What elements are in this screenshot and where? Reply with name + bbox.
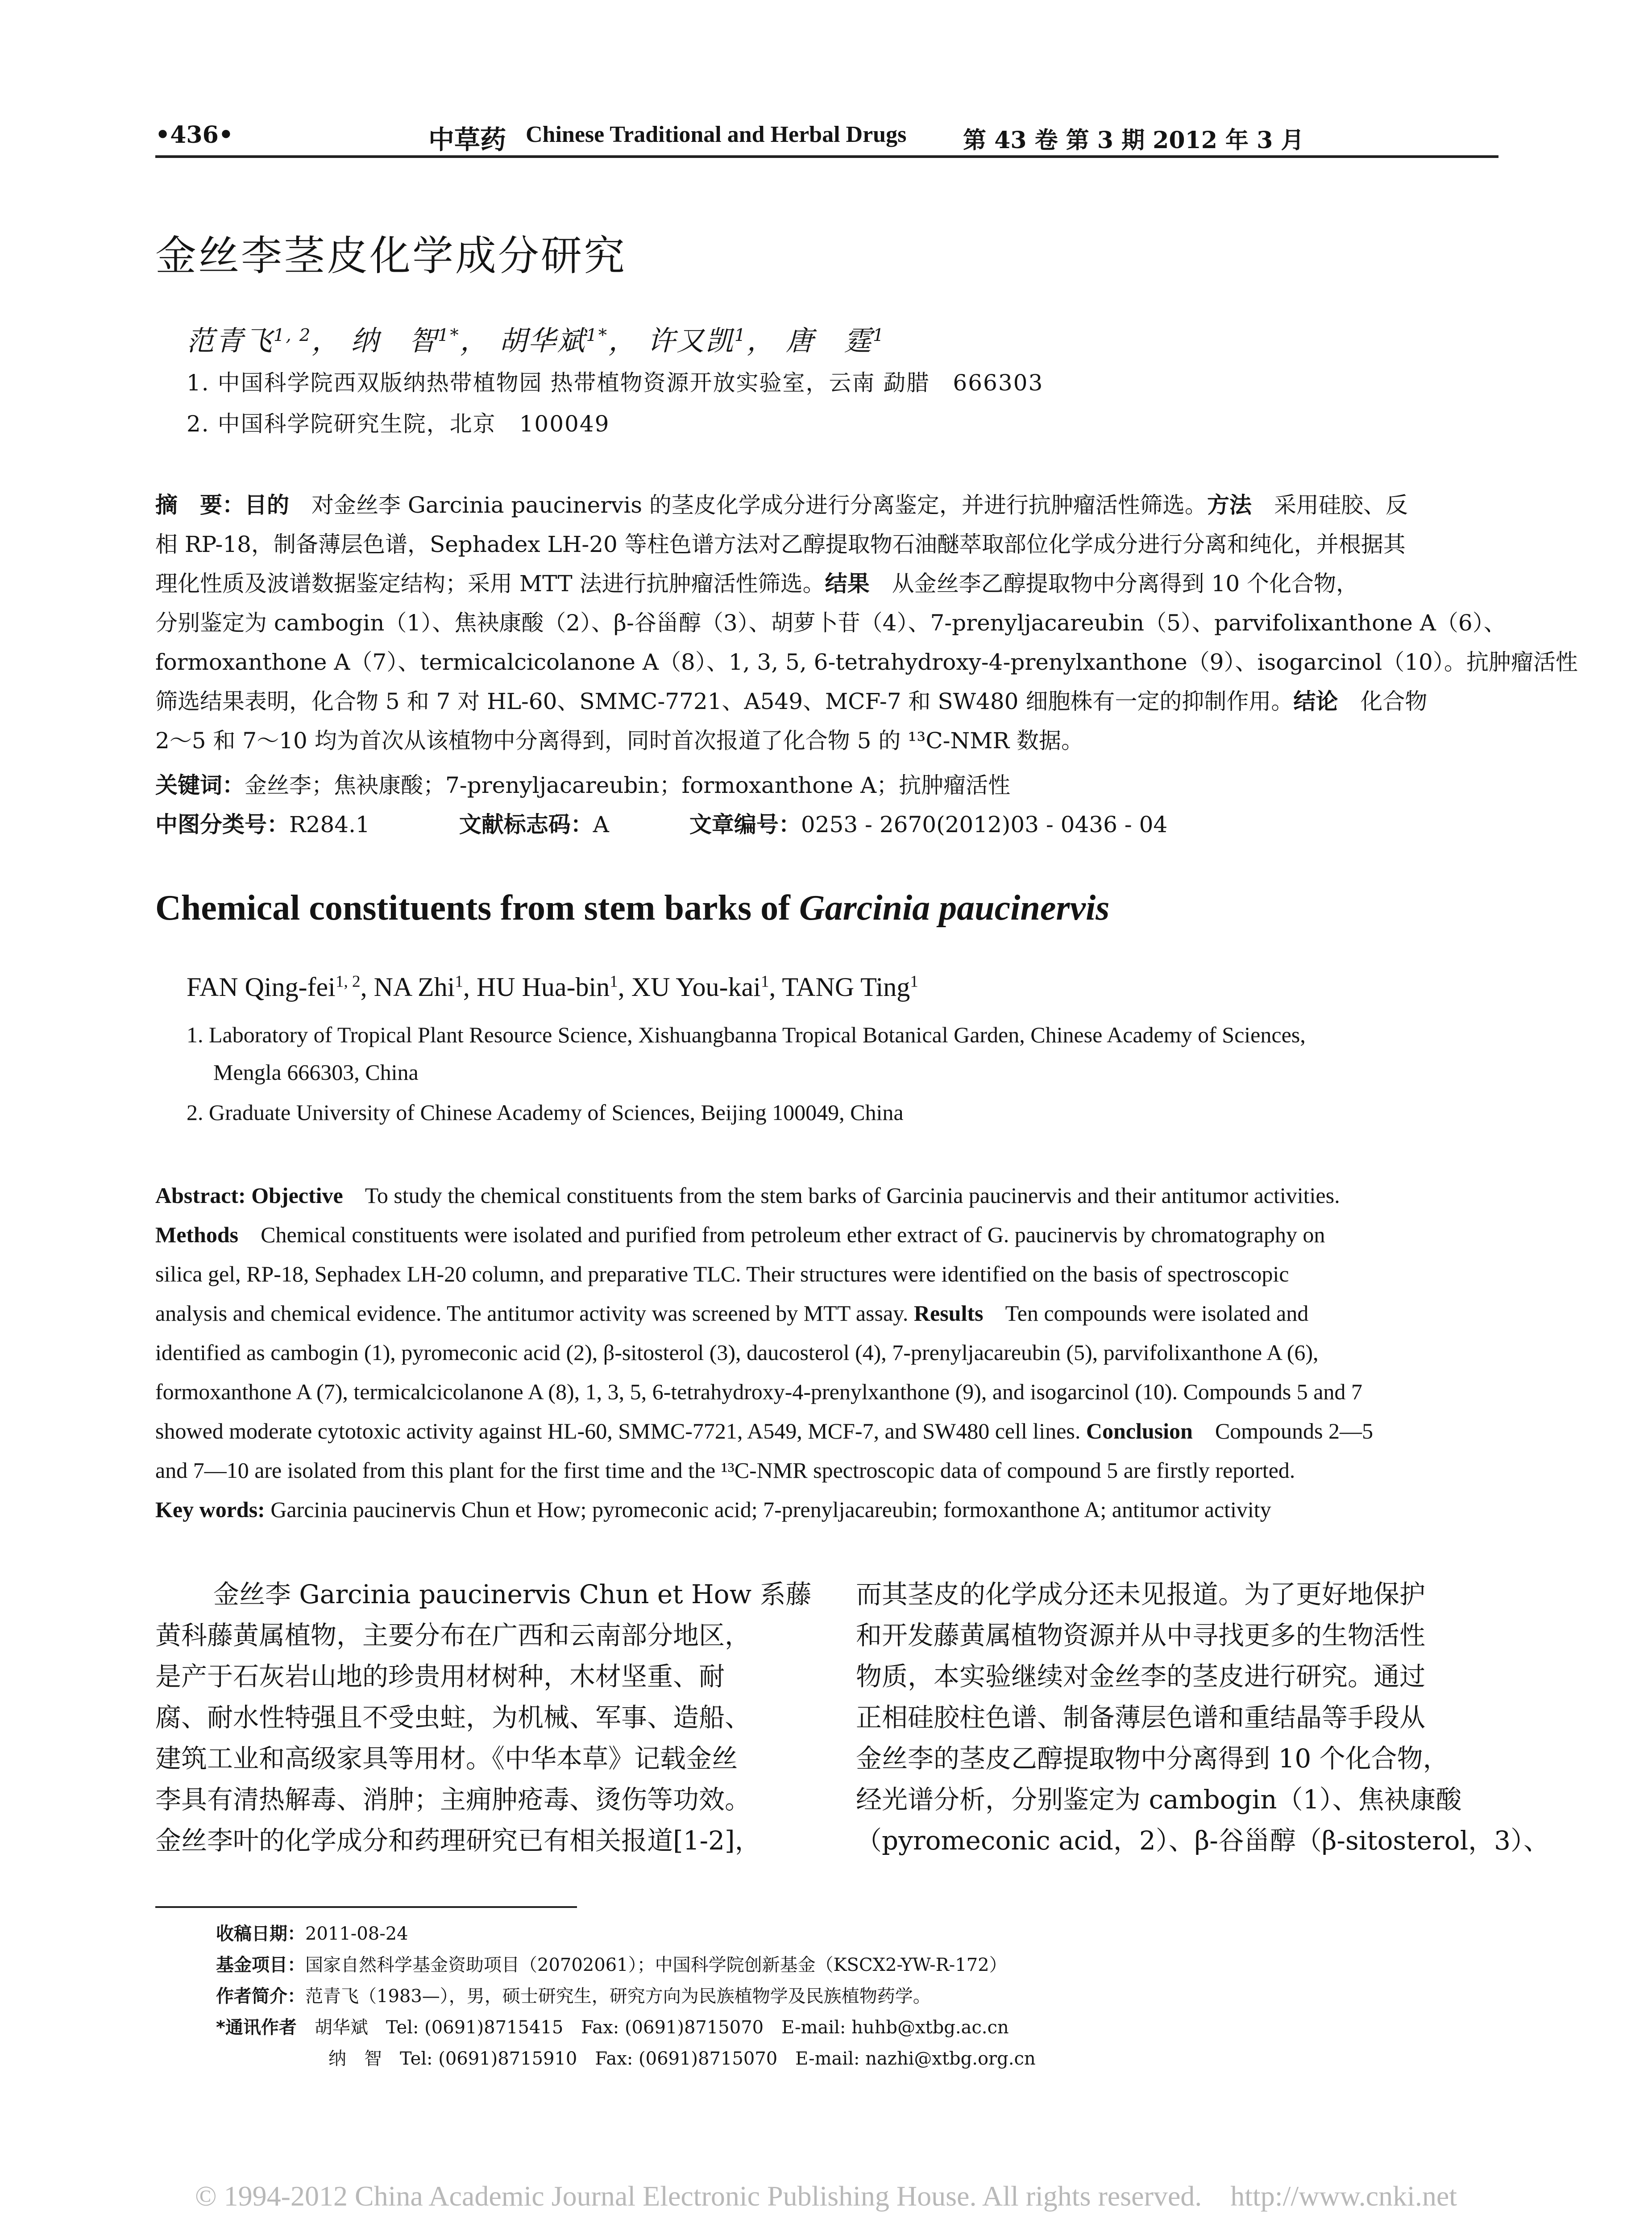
methods-en-label: Methods	[155, 1222, 239, 1247]
author-sup: 1	[760, 972, 769, 991]
clc-value: R284.1	[289, 812, 370, 838]
abstract-text: 对金丝李 Garcinia paucinervis 的茎皮化学成分进行分离鉴定，并进行抗肿瘤活性筛选。	[311, 492, 1207, 518]
abstract-en-label: Abstract:	[155, 1183, 246, 1208]
author-en: XU You-kai	[631, 972, 761, 1002]
abstract-cn-line: 2～5 和 7～10 均为首次从该植物中分离得到，同时首次报道了化合物 5 的 ¹³C-NMR 数据。	[155, 728, 1083, 754]
journal-en-name: Chinese Traditional and Herbal Drugs	[526, 122, 907, 147]
title-cn: 金丝李茎皮化学成分研究	[155, 232, 627, 280]
abstract-en-line: silica gel, RP-18, Sephadex LH-20 column, and preparative TLC. Their structures were identified on the basis of spectroscopic	[155, 1261, 1289, 1286]
abstract-en-line: formoxanthone A (7), termicalcicolanone A (8), 1, 3, 5, 6-tetrahydroxy-4-prenylxanthone (9), and isogarcinol (10). Compounds 5 and 7	[155, 1379, 1362, 1404]
issue-info: 第 43 卷 第 3 期 2012 年 3 月	[963, 127, 1304, 154]
abstract-en-text: Compounds 2—5	[1215, 1418, 1374, 1443]
affiliation-cn: 1. 中国科学院西双版纳热带植物园 热带植物资源开放实验室，云南 勐腊 666303	[187, 370, 1044, 396]
received-label: 收稿日期：	[216, 1924, 305, 1944]
conclusion-label: 结论	[1293, 688, 1338, 714]
body-right-line: 物质，本实验继续对金丝李的茎皮进行研究。通过	[856, 1661, 1426, 1692]
author-sup: 1	[910, 972, 918, 991]
objective-en-label: Objective	[251, 1183, 343, 1208]
author-cn: 唐 霆	[786, 324, 873, 357]
author-cn: 纳 智	[351, 324, 438, 357]
abstract-text: 理化性质及波谱数据鉴定结构；采用 MTT 法进行抗肿瘤活性筛选。	[155, 571, 825, 597]
corresponding-2: 纳 智 Tel: (0691)8715910 Fax: (0691)8715070 E-mail: nazhi@xtbg.org.cn	[328, 2049, 1036, 2069]
footnote-fund	[216, 1951, 1007, 1976]
results-en-label: Results	[913, 1301, 984, 1326]
keywords-text: 金丝李；焦袂康酸；7-prenyljacareubin；formoxanthone A；抗肿瘤活性	[245, 772, 1011, 798]
abstract-en-line: and 7—10 are isolated from this plant for the first time and the ¹³C-NMR spectroscopic data of compound 5 are firstly reported.	[155, 1458, 1295, 1483]
body-right-line: 正相硅胶柱色谱、制备薄层色谱和重结晶等手段从	[856, 1702, 1426, 1733]
keywords-label: 关键词：	[155, 772, 245, 798]
author-en: HU Hua-bin	[476, 972, 610, 1002]
body-left-line: 腐、耐水性特强且不受虫蛀，为机械、军事、造船、	[155, 1702, 751, 1733]
keywords-en-label: Key words:	[155, 1497, 265, 1522]
result-label: 结果	[825, 571, 870, 597]
author-cn: 胡华斌	[499, 324, 586, 357]
author-sup: 1	[873, 325, 885, 345]
copyright-notice: © 1994-2012 China Academic Journal Electronic Publishing House. All rights reserved. http://www.cnki.net	[195, 2180, 1457, 2212]
authors-en: FAN Qing-fei$^{1, 2}$, NA Zhi$^1$, HU Hua-bin$^1$, XU You-kai$^1$, TANG Ting$^1$	[187, 972, 918, 1002]
body-left-line: 李具有清热解毒、消肿；主痈肿疮毒、烫伤等功效。	[155, 1784, 751, 1815]
bio-label: 作者简介：	[216, 1986, 305, 2007]
footnote-corresponding	[216, 2013, 1009, 2039]
received-date: 2011-08-24	[305, 1924, 408, 1944]
abstract-text: 采用硅胶、反	[1274, 492, 1408, 518]
affiliation-en: 2. Graduate University of Chinese Academy of Sciences, Beijing 100049, China	[187, 1100, 904, 1125]
abstract-cn-line: 分别鉴定为 cambogin（1）、焦袂康酸（2）、β-谷甾醇（3）、胡萝卜苷（4）、7-prenyljacareubin（5）、parvifolixanthone A（6）、	[155, 610, 1506, 636]
abstract-text: 化合物	[1360, 688, 1428, 714]
abstract-en-text: showed moderate cytotoxic activity against HL-60, SMMC-7721, A549, MCF-7, and SW480 cell lines.	[155, 1418, 1081, 1443]
page-number: •436•	[155, 121, 234, 149]
body-left-line: 建筑工业和高级家具等用材。《中华本草》记载金丝	[155, 1743, 738, 1774]
corresponding-1: 胡华斌 Tel: (0691)8715415 Fax: (0691)8715070 E-mail: huhb@xtbg.ac.cn	[314, 2017, 1009, 2038]
abstract-cn-line: 相 RP-18，制备薄层色谱，Sephadex LH-20 等柱色谱方法对乙醇提取物石油醚萃取部位化学成分进行分离和纯化，并根据其	[155, 531, 1406, 557]
abstract-en-line	[155, 1300, 1308, 1326]
author-cn: 范青飞	[187, 324, 274, 357]
author-cn: 许又凯	[647, 324, 735, 357]
title-en	[155, 888, 1109, 929]
abstract-en-text: To study the chemical constituents from the stem barks of Garcinia paucinervis and their antitumor activities.	[365, 1183, 1340, 1208]
abstract-en-text: Ten compounds were isolated and	[1005, 1301, 1309, 1326]
body-left-line: 金丝李 Garcinia paucinervis Chun et How 系藤	[213, 1579, 812, 1609]
body-left-line: 黄科藤黄属植物，主要分布在广西和云南部分地区，	[155, 1620, 751, 1650]
keywords-cn	[155, 767, 1010, 800]
doc-code-label: 文献标志码：	[459, 812, 593, 838]
authors-cn: 范青飞$^{1, 2}$， 纳 智$^{1*}$， 胡华斌$^{1*}$， 许又凯$^1$， 唐 霆$^1$	[187, 324, 885, 357]
clc-label: 中图分类号：	[155, 812, 289, 838]
footnote-rule	[155, 1906, 577, 1908]
author-en: FAN Qing-fei	[187, 972, 336, 1002]
abstract-en-line	[155, 1182, 1340, 1208]
body-left-line: 是产于石灰岩山地的珍贵用材树种，木材坚重、耐	[155, 1661, 725, 1692]
article-no-value: 0253 - 2670(2012)03 - 0436 - 04	[801, 812, 1168, 838]
author-sup: 1*	[438, 325, 460, 345]
keywords-en-text: Garcinia paucinervis Chun et How; pyromeconic acid; 7-prenyljacareubin; formoxanthone A; antitumor activity	[270, 1497, 1271, 1522]
footnote-received	[216, 1920, 408, 1945]
author-sup: 1, 2	[335, 972, 361, 991]
fund-label: 基金项目：	[216, 1955, 305, 1975]
fund-text: 国家自然科学基金资助项目（20702061）；中国科学院创新基金（KSCX2-YW-R-172）	[305, 1955, 1007, 1975]
header-rule	[155, 155, 1498, 158]
affiliation-en: 1. Laboratory of Tropical Plant Resource Science, Xishuangbanna Tropical Botanical Garden, Chinese Academy of Sciences,	[187, 1022, 1306, 1047]
keywords-en	[155, 1497, 1271, 1522]
abstract-en-line: identified as cambogin (1), pyromeconic acid (2), β-sitosterol (3), daucosterol (4), 7-prenyljacareubin (5), parvifolixanthone A (6),	[155, 1340, 1319, 1365]
abstract-en-line	[155, 1222, 1325, 1248]
abstract-cn-line	[155, 566, 1358, 598]
body-left-line: 金丝李叶的化学成分和药理研究已有相关报道[1-2]，	[155, 1825, 761, 1856]
doc-code-value: A	[593, 812, 609, 838]
abstract-en-line	[155, 1418, 1373, 1444]
abstract-cn-line: formoxanthone A（7）、termicalcicolanone A（8）、1, 3, 5, 6-tetrahydroxy-4-prenylxanthone（9）、isogarcinol（10）。抗肿瘤活性	[155, 649, 1578, 675]
author-en: NA Zhi	[374, 972, 455, 1002]
author-sup: 1	[455, 972, 463, 991]
title-en-species: Garcinia paucinervis	[799, 888, 1110, 928]
abstract-en-text: analysis and chemical evidence. The antitumor activity was screened by MTT assay.	[155, 1301, 909, 1326]
footnote-bio	[216, 1982, 931, 2007]
bio-text: 范青飞（1983—），男，硕士研究生，研究方向为民族植物学及民族植物药学。	[305, 1986, 931, 2007]
journal-cn-logo: 中草药	[428, 124, 506, 155]
author-sup: 1, 2	[274, 325, 312, 345]
corresponding-label: *通讯作者	[216, 2017, 297, 2038]
abstract-text: 筛选结果表明，化合物 5 和 7 对 HL-60、SMMC-7721、A549、MCF-7 和 SW480 细胞株有一定的抑制作用。	[155, 688, 1294, 714]
title-en-prefix: Chemical constituents from stem barks of	[155, 888, 799, 928]
author-sup: 1	[610, 972, 618, 991]
body-right-line: 经光谱分析，分别鉴定为 cambogin（1）、焦袂康酸	[856, 1784, 1462, 1815]
abstract-en-text: Chemical constituents were isolated and purified from petroleum ether extract of G. paucinervis by chromatography on	[261, 1222, 1325, 1247]
author-sup: 1	[734, 325, 747, 345]
body-right-line: 和开发藤黄属植物资源并从中寻找更多的生物活性	[856, 1620, 1426, 1650]
body-right-line: 金丝李的茎皮乙醇提取物中分离得到 10 个化合物，	[856, 1743, 1449, 1774]
body-right-line: 而其茎皮的化学成分还未见报道。为了更好地保护	[856, 1579, 1426, 1609]
author-en: TANG Ting	[782, 972, 910, 1002]
body-right-line: （pyromeconic acid，2）、β-谷甾醇（β-sitosterol，3）、	[856, 1825, 1550, 1856]
affiliation-cn: 2. 中国科学院研究生院，北京 100049	[187, 411, 610, 437]
abstract-cn-line	[155, 487, 1408, 519]
method-label: 方法	[1207, 492, 1252, 518]
objective-label: 目的	[245, 492, 289, 518]
article-no-label: 文章编号：	[689, 812, 801, 838]
abstract-label: 摘 要：	[155, 492, 245, 518]
affiliation-en: Mengla 666303, China	[213, 1060, 419, 1085]
abstract-text: 从金丝李乙醇提取物中分离得到 10 个化合物，	[892, 571, 1359, 597]
author-sup: 1*	[586, 325, 609, 345]
classification-line	[155, 807, 1167, 839]
conclusion-en-label: Conclusion	[1086, 1418, 1193, 1443]
abstract-cn-line	[155, 684, 1427, 716]
